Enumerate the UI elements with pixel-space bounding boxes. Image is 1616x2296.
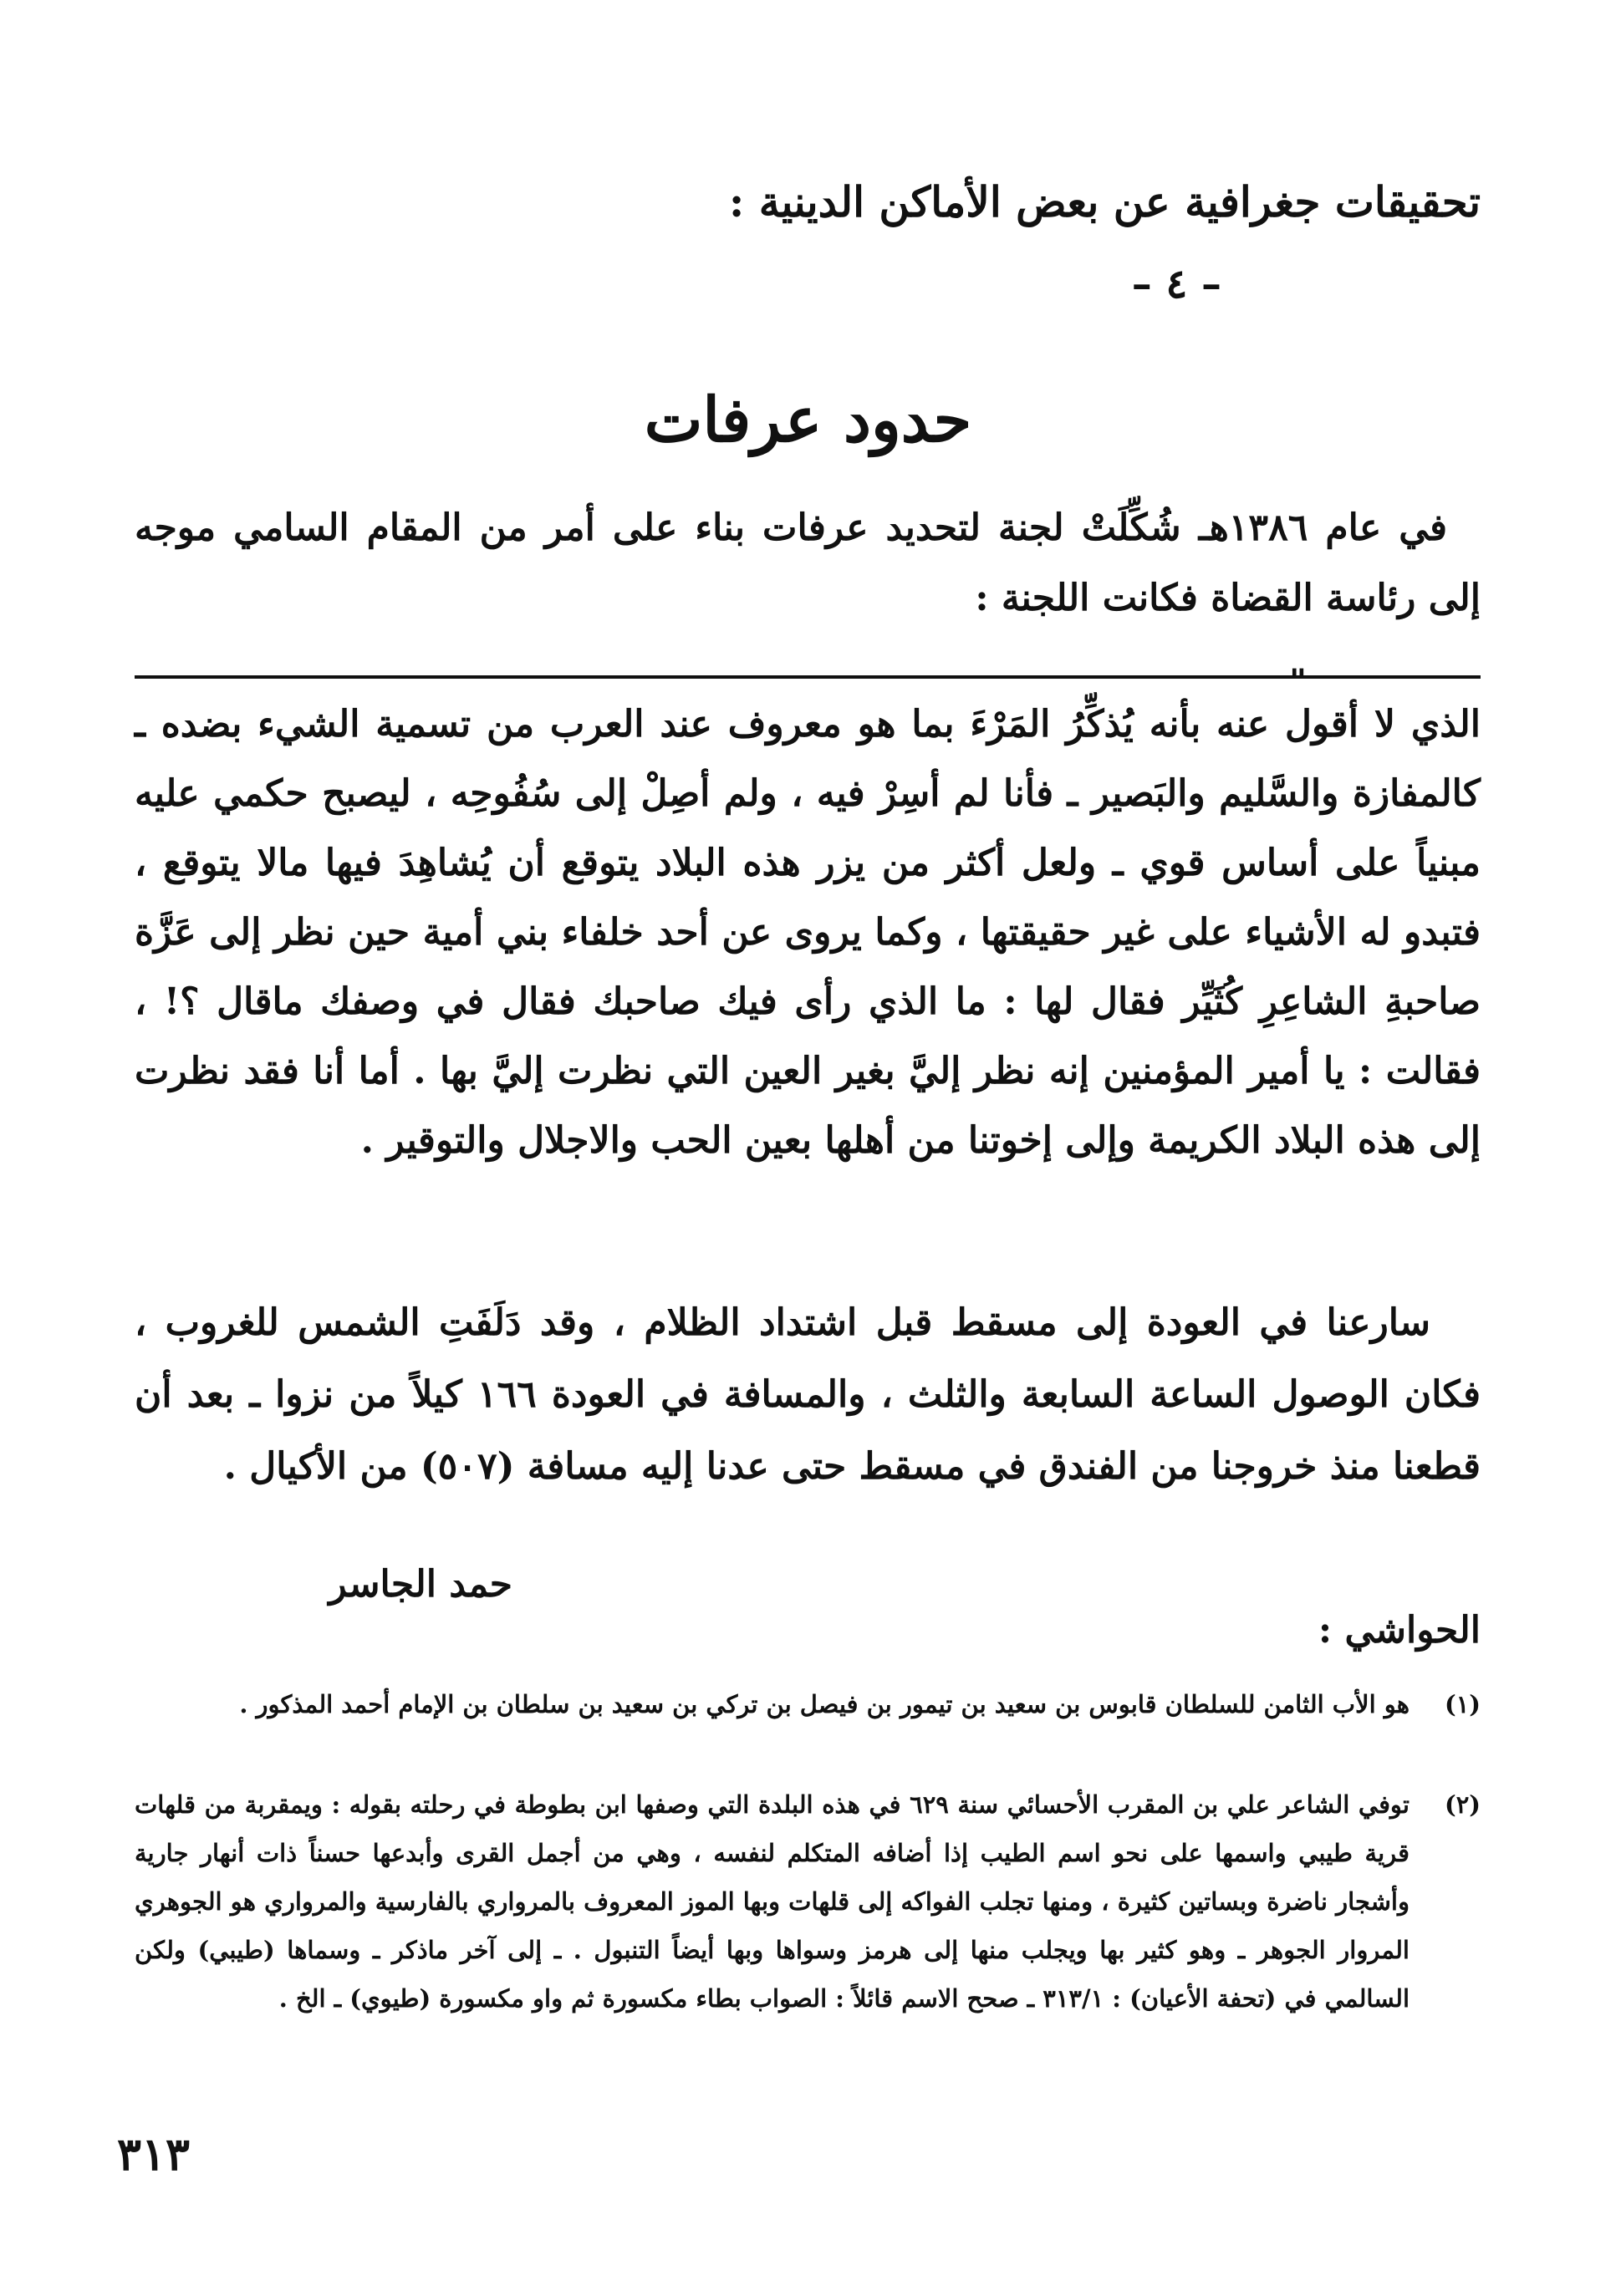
footnote-number: (١) (1444, 1690, 1481, 1718)
series-title: تحقيقات جغرافية عن بعض الأماكن الدينية : (728, 177, 1481, 227)
footnotes-heading: الحواشي : (1318, 1609, 1481, 1652)
footnote-2 (135, 1780, 1481, 2023)
section-divider (135, 675, 1481, 679)
divider-mark: " (1289, 662, 1307, 701)
body-paragraph-2: سارعنا في العودة إلى مسقط قبل اشتداد الظلام ، وقد دَلَفَتِ الشمس للغروب ، فكان الوصول الساعة السابعة والثلث ، والمسافة في العودة ١٦٦ كيلاً من نزوا ـ بعد أن قطعنا منذ خروجنا من الفندق في مسقط حتى عدنا إليه مسافة (٥٠٧) من الأكيال . (135, 1301, 1481, 1488)
footnote-number: (٢) (1444, 1790, 1481, 1819)
footnote-text: هو الأب الثامن للسلطان قابوس بن سعيد بن تيمور بن فيصل بن تركي بن سعيد بن سلطان بن الإمام أحمد المذكور . (239, 1690, 1410, 1718)
footnote-1 (135, 1680, 1481, 1728)
page-number: ٣١٣ (117, 2127, 191, 2181)
part-number: – ٤ – (1131, 261, 1221, 308)
author-signature: حمد الجاسر (329, 1563, 512, 1606)
footnote-text: توفي الشاعر علي بن المقرب الأحسائي سنة ٦٢٩ في هذه البلدة التي وصفها ابن بطوطة في رحلته بقوله : ويمقربة من قلهات قرية طيبي واسمها على نحو اسم الطيب إذا أضافه المتكلم لنفسه ، وهي من أجمل القرى وأبدعها حسناً ذات أنهار جارية وأشجار ناضرة وبساتين كثيرة ، ومنها تجلب الفواكه إلى قلهات وبها الموز المعروف بالمرواري بالفارسية والمرواري هو الجوهري المروار الجوهر ـ وهو كثير بها ويجلب منها إلى هرمز وسواها وبها أيضاً التنبول . ـ إلى آخر ماذكر ـ وسماها (طيبي) ولكن السالمي في (تحفة الأعيان) : ٣١٣/١ ـ صحح الاسم قائلاً : الصواب بطاء مكسورة ثم واو مكسورة (طيوي) ـ الخ . (135, 1790, 1410, 2013)
intro-paragraph: في عام ١٣٨٦هـ شُكِّلَتْ لجنة لتحديد عرفات بناء على أمر من المقام السامي موجه إلى رئاسة القضاة فكانت اللجنة : (135, 507, 1481, 619)
article-title: حدود عرفات (644, 384, 972, 456)
body-paragraph-1: الذي لا أقول عنه بأنه يُذكِّرُ المَرْءَ بما هو معروف عند العرب من تسمية الشيء بضده ـ كالمفازة والسَّليم والبَصير ـ فأنا لم أسِرْ فيه ، ولم أصِلْ إلى سُفُوحِه ، ليصبح حكمي عليه مبنياً على أساس قوي ـ ولعل أكثر من يزر هذه البلاد يتوقع أن يُشاهِدَ فيها مالا يتوقع ، فتبدو له الأشياء على غير حقيقتها ، وكما يروى عن أحد خلفاء بني أمية حين نظر إلى عَزَّة صاحبةِ الشاعِرِ كُثَيِّر فقال لها : ما الذي رأى فيك صاحبك فقال في وصفك ماقال ؟! ، فقالت : يا أمير المؤمنين إنه نظر إليَّ بغير العين التي نظرت إليَّ بها . أما أنا فقد نظرت إلى هذه البلاد الكريمة وإلى إخوتنا من أهلها بعين الحب والاجلال والتوقير . (135, 703, 1481, 1162)
